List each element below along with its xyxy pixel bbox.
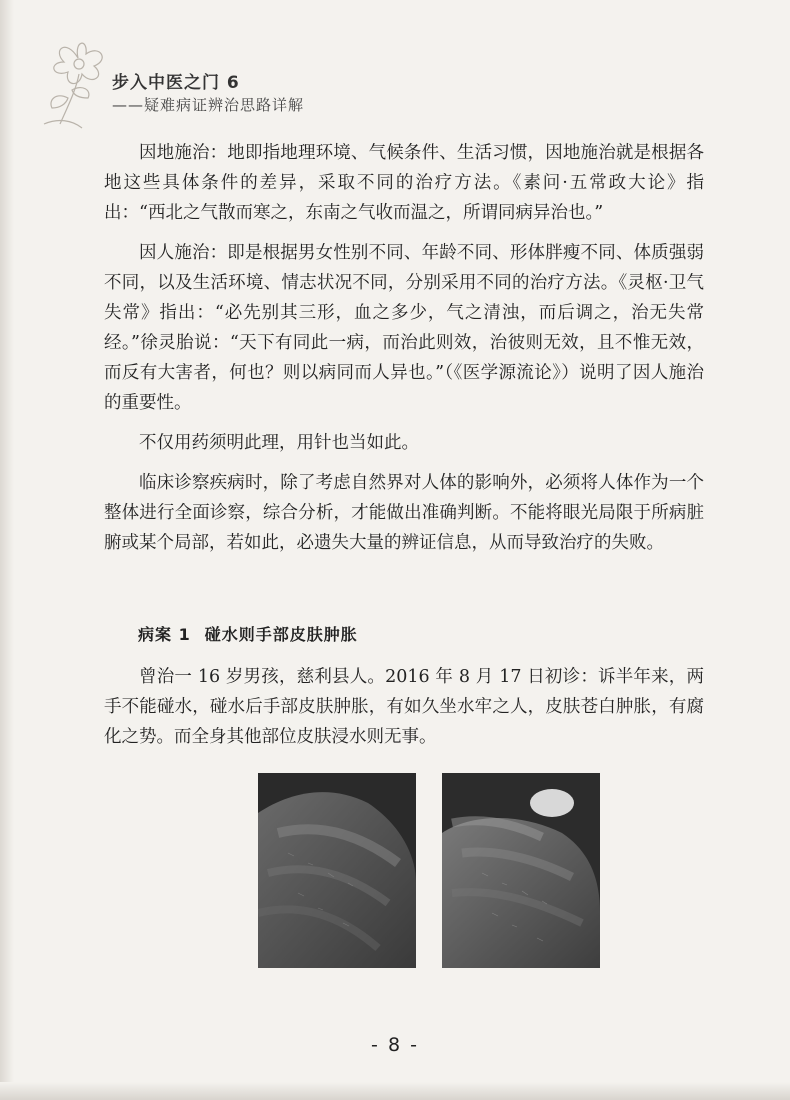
case-label: 病案 1 bbox=[138, 625, 191, 644]
flower-logo-icon bbox=[38, 28, 118, 138]
paragraph-holistic-diagnosis: 临床诊察疾病时，除了考虑自然界对人体的影响外，必须将人体作为一个整体进行全面诊察，综合分析，才能做出准确判断。不能将眼光局限于所病脏腑或某个局部，若如此，必遗失大量的辨证信息，从而导致治疗的失败。 bbox=[104, 473, 704, 553]
hand-photo-left bbox=[258, 773, 416, 968]
running-header bbox=[20, 18, 420, 128]
page-number: - 8 - bbox=[371, 1034, 419, 1056]
paragraph-acupuncture-note: 不仅用药须明此理，用针也当如此。 bbox=[139, 433, 419, 453]
hand-photo-right bbox=[442, 773, 600, 968]
book-subtitle: ——疑难病证辨治思路详解 bbox=[112, 96, 305, 114]
page-edge-bottom bbox=[0, 1082, 790, 1100]
case-title: 碰水则手部皮肤肿胀 bbox=[204, 625, 358, 644]
paragraph-location-treatment: 因地施治：地即指地理环境、气候条件、生活习惯，因地施治就是根据各地这些具体条件的差异，采取不同的治疗方法。《素问·五常政大论》指出：“西北之气散而寒之，东南之气收而温之，所谓同病异治也。” bbox=[104, 143, 704, 223]
case-paragraph: 曾治一 16 岁男孩，慈利县人。2016 年 8 月 17 日初诊：诉半年来，两手不能碰水，碰水后手部皮肤肿胀，有如久坐水牢之人，皮肤苍白肿胀，有腐化之势。而全身其他部位皮肤浸水则无事。 bbox=[104, 667, 704, 747]
case-description bbox=[104, 662, 704, 762]
main-text bbox=[104, 138, 704, 568]
page-edge bbox=[0, 0, 14, 1100]
case-heading bbox=[138, 622, 372, 645]
book-title: 步入中医之门 6 bbox=[112, 73, 240, 93]
paragraph-individual-treatment: 因人施治：即是根据男女性别不同、年龄不同、形体胖瘦不同、体质强弱不同，以及生活环境、情志状况不同，分别采用不同的治疗方法。《灵枢·卫气失常》指出：“必先别其三形，血之多少，气之清浊，而后调之，治无失常经。”徐灵胎说：“天下有同此一病，而治此则效，治彼则无效，且不惟无效，而反有大害者，何也？则以病同而人异也。”（《医学源流论》）说明了因人施治的重要性。 bbox=[104, 243, 704, 413]
